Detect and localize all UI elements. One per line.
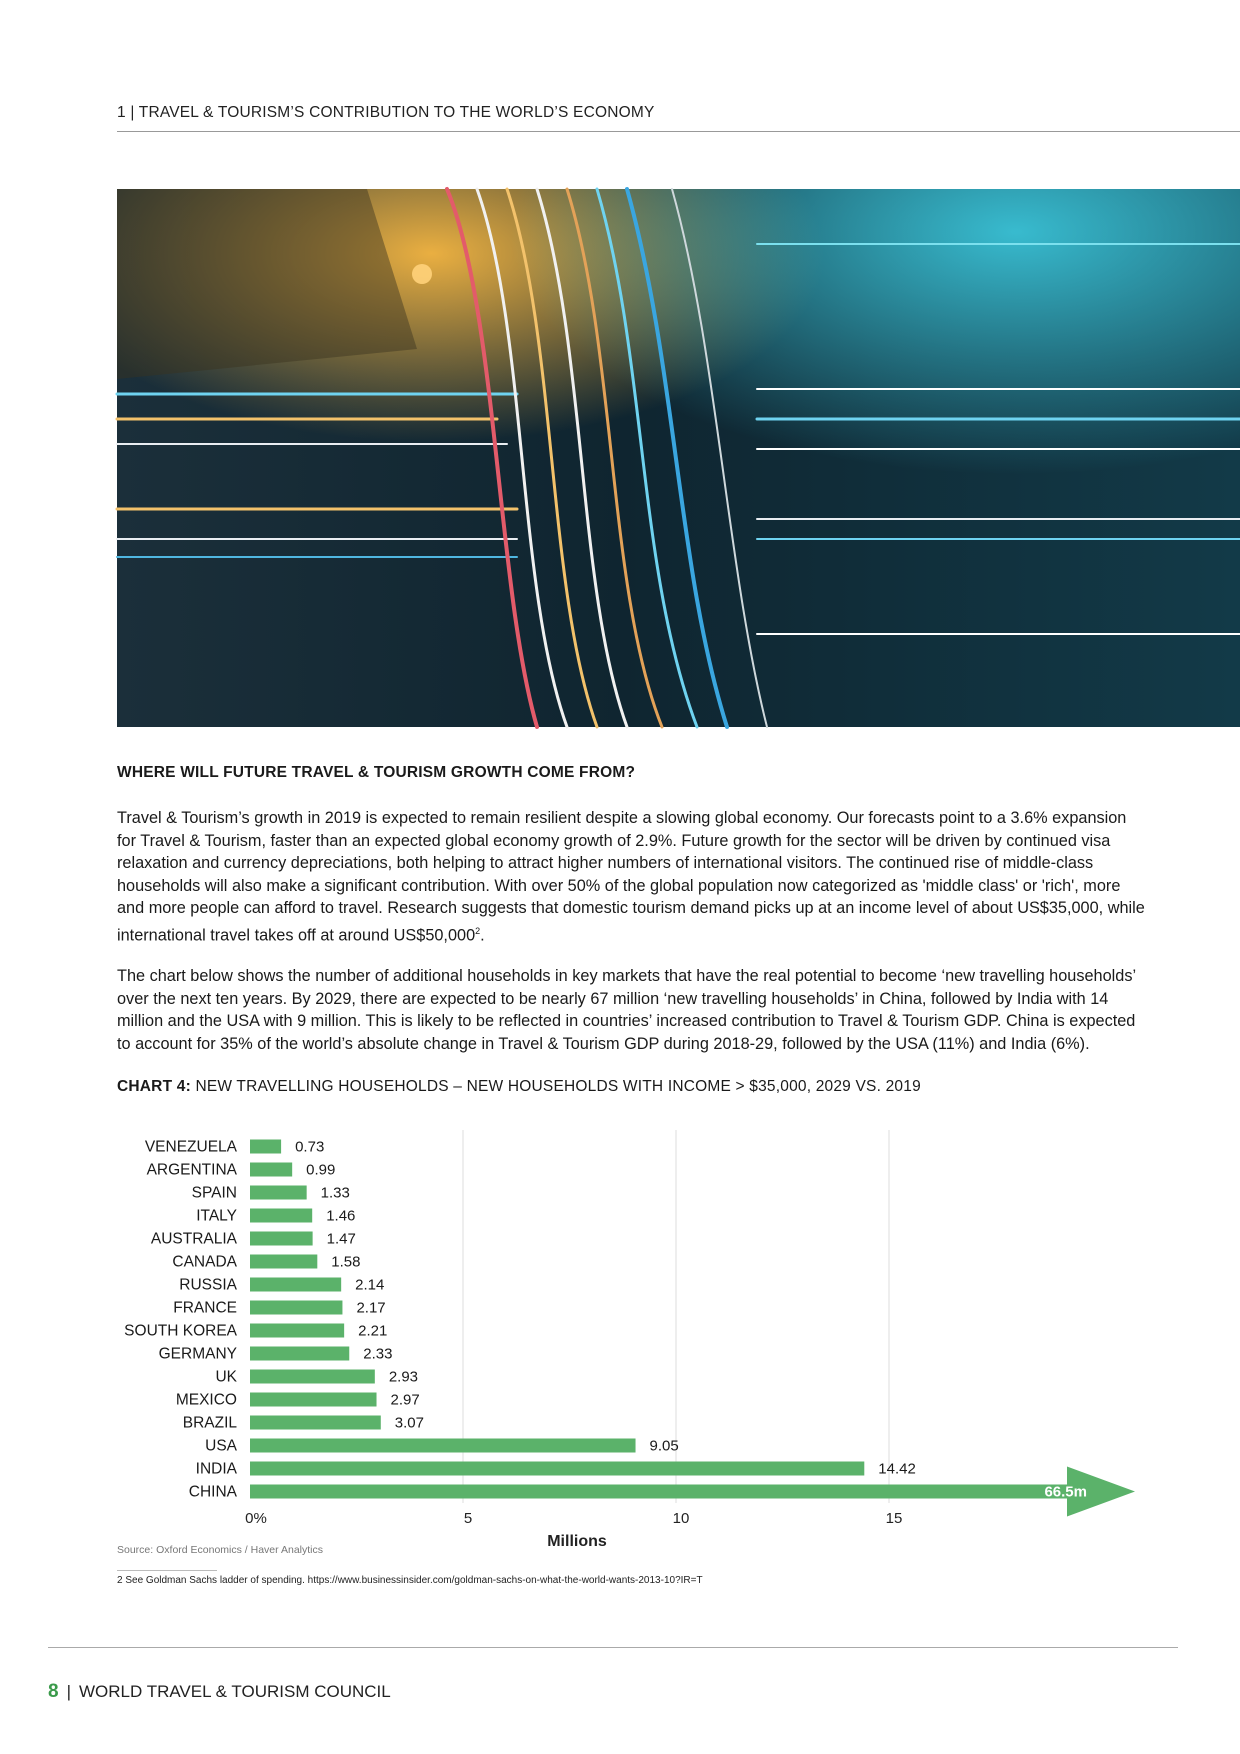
category-label: RUSSIA bbox=[179, 1276, 237, 1294]
bar bbox=[250, 1301, 342, 1315]
paragraph-1-text: Travel & Tourism’s growth in 2019 is expected to remain resilient despite a slowing global economy. Our forecasts point to a 3.6% expansion for Travel & Tourism, faster than an expected global economy growth of 2.9%. Future growth for the sector will be driven by continued visa relaxation and currency depreciations, both helping to attract higher numbers of international visitors. The continued rise of middle-class households will also make a significant contribution. With over 50% of the global population now categorized as 'middle class' or 'rich', more and more people can afford to travel. Research suggests that domestic tourism demand picks up at an income level of about US$35,000, while international travel takes off at around US$50,000 bbox=[117, 809, 1145, 945]
body-paragraph-2: The chart below shows the number of additional households in key markets that have the real potential to become ‘new travelling households’ over the next ten years. By 2029, there are expected to be nearly 67 million ‘new travelling households’ in China, followed by India with 14 million and the USA with 9 million. This is likely to be reflected in countries’ increased contribution to Travel & Tourism GDP. China is expected to account for 35% of the world’s absolute change in Travel & Tourism GDP during 2018-29, followed by the USA (11%) and India (6%). bbox=[117, 967, 1136, 1053]
footnote: 2 See Goldman Sachs ladder of spending. https://www.businessinsider.com/goldman-sachs-on-what-the-world-wants-2013-10?IR=T bbox=[117, 1575, 703, 1586]
header-divider bbox=[117, 131, 1240, 132]
bar bbox=[250, 1462, 864, 1476]
category-label: VENEZUELA bbox=[144, 1138, 237, 1156]
category-label: UK bbox=[215, 1368, 237, 1386]
bar bbox=[250, 1347, 349, 1361]
bar bbox=[250, 1439, 636, 1453]
data-label: 0.73 bbox=[295, 1138, 325, 1156]
page-number: 8 bbox=[48, 1681, 59, 1702]
category-label: CHINA bbox=[188, 1483, 237, 1501]
hero-photo-highway-interchange bbox=[117, 189, 1240, 727]
bar bbox=[250, 1209, 312, 1223]
data-label: 2.93 bbox=[388, 1368, 419, 1386]
footer-org: WORLD TRAVEL & TOURISM COUNCIL bbox=[79, 1682, 391, 1701]
footer-separator: | bbox=[66, 1682, 71, 1701]
x-tick-label: 10 bbox=[672, 1510, 690, 1527]
chart-source: Source: Oxford Economics / Haver Analytics bbox=[117, 1544, 323, 1556]
data-label: 2.21 bbox=[358, 1322, 388, 1340]
running-header: 1 | TRAVEL & TOURISM’S CONTRIBUTION TO THE WORLD’S ECONOMY bbox=[117, 104, 655, 121]
bar bbox=[250, 1370, 375, 1384]
bar bbox=[250, 1232, 313, 1246]
footnote-divider bbox=[117, 1570, 217, 1571]
data-label: 1.58 bbox=[331, 1253, 361, 1271]
chart-heading bbox=[117, 1078, 921, 1096]
category-label: MEXICO bbox=[175, 1391, 237, 1409]
category-label: USA bbox=[205, 1437, 237, 1455]
category-label: GERMANY bbox=[158, 1345, 237, 1363]
data-label: 0.99 bbox=[306, 1161, 336, 1179]
section-heading: WHERE WILL FUTURE TRAVEL & TOURISM GROWTH COME FROM? bbox=[117, 764, 636, 781]
category-label: FRANCE bbox=[173, 1299, 237, 1317]
category-label: SPAIN bbox=[191, 1184, 237, 1202]
footnote-ref: 2 bbox=[475, 925, 481, 936]
category-label: SOUTH KOREA bbox=[124, 1322, 237, 1340]
body-paragraph-1 bbox=[117, 807, 1147, 947]
bar bbox=[250, 1186, 307, 1200]
page-footer bbox=[48, 1681, 391, 1703]
category-label: AUSTRALIA bbox=[150, 1230, 237, 1248]
data-label: 2.97 bbox=[390, 1391, 420, 1409]
chart-heading-text: NEW TRAVELLING HOUSEHOLDS – NEW HOUSEHOLDS WITH INCOME > $35,000, 2029 VS. 2019 bbox=[190, 1078, 921, 1095]
chart-heading-prefix: CHART 4: bbox=[117, 1078, 191, 1095]
data-label: 66.5m bbox=[1044, 1483, 1087, 1501]
bar bbox=[250, 1140, 281, 1154]
data-label: 9.05 bbox=[649, 1437, 679, 1455]
x-axis-label: Millions bbox=[547, 1533, 607, 1550]
data-label: 2.14 bbox=[355, 1276, 385, 1294]
bar bbox=[250, 1278, 341, 1292]
bar bbox=[250, 1416, 381, 1430]
x-tick-label: 5 bbox=[463, 1510, 473, 1527]
data-label: 2.17 bbox=[356, 1299, 386, 1317]
data-label: 2.33 bbox=[363, 1345, 393, 1363]
category-label: ARGENTINA bbox=[146, 1161, 237, 1179]
x-tick-label: 15 bbox=[885, 1510, 903, 1527]
bar bbox=[250, 1163, 292, 1177]
bar bbox=[250, 1255, 317, 1269]
data-label: 3.07 bbox=[394, 1414, 424, 1432]
bar bbox=[250, 1324, 344, 1338]
data-label: 14.42 bbox=[878, 1460, 916, 1478]
data-label: 1.46 bbox=[326, 1207, 356, 1225]
footer-divider bbox=[48, 1647, 1178, 1648]
data-label: 1.33 bbox=[320, 1184, 350, 1202]
category-label: ITALY bbox=[196, 1207, 237, 1225]
category-label: BRAZIL bbox=[182, 1414, 237, 1432]
category-label: INDIA bbox=[195, 1460, 237, 1478]
x-tick-label: 0% bbox=[245, 1510, 267, 1527]
paragraph-1-end: . bbox=[480, 926, 485, 945]
data-label: 1.47 bbox=[326, 1230, 356, 1248]
category-label: CANADA bbox=[172, 1253, 237, 1271]
bar bbox=[250, 1393, 377, 1407]
